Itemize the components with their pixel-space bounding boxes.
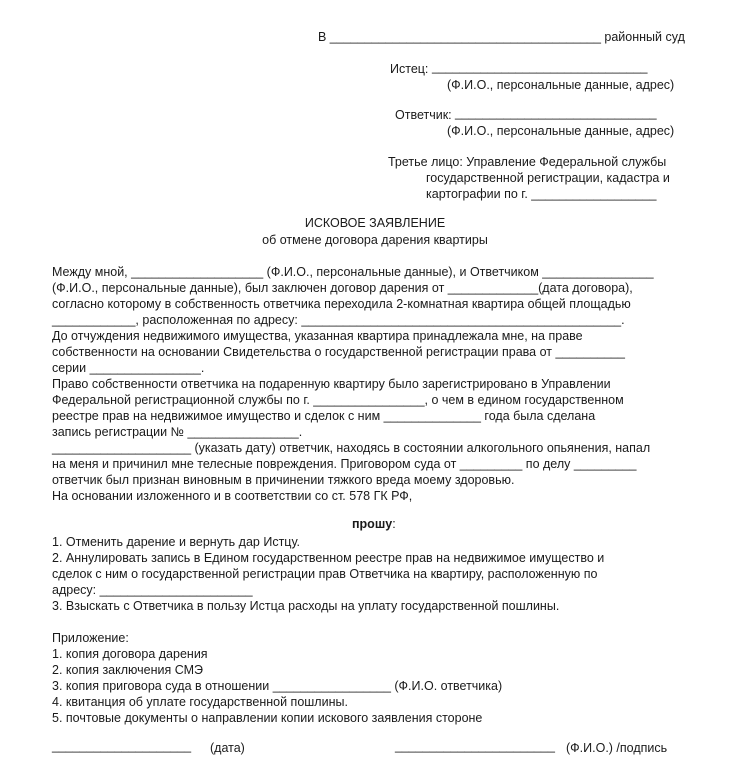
signature-date-blank: ____________________ bbox=[52, 739, 192, 753]
attachment-item: 3. копия приговора суда в отношении _________________ (Ф.И.О. ответчика) bbox=[52, 679, 503, 693]
request-word: прошу bbox=[352, 517, 393, 531]
signature-name-label: (Ф.И.О.) /подпись bbox=[566, 741, 668, 755]
body-line: До отчуждения недвижимого имущества, указанная квартира принадлежала мне, на праве bbox=[52, 329, 583, 343]
third-party-line-1: Третье лицо: Управление Федеральной службы bbox=[388, 155, 667, 169]
body-line: Федеральной регистрационной службы по г. ________________, о чем в едином государственном bbox=[52, 393, 624, 407]
body-line: Право собственности ответчика на подаренную квартиру было зарегистрировано в Управлении bbox=[52, 377, 611, 391]
attachment-item: 5. почтовые документы о направлении копии искового заявления стороне bbox=[52, 711, 483, 725]
document-subtitle: об отмене договора дарения квартиры bbox=[262, 233, 488, 247]
request-item: 2. Аннулировать запись в Едином государственном реестре прав на недвижимое имущество и bbox=[52, 551, 605, 565]
signature-date-label: (дата) bbox=[210, 741, 245, 755]
third-party-line-2: государственной регистрации, кадастра и bbox=[426, 171, 670, 185]
attachments-heading: Приложение: bbox=[52, 631, 129, 645]
request-item: адресу: ______________________ bbox=[52, 583, 253, 597]
request-heading bbox=[352, 517, 396, 531]
defendant-blank: _____________________________ bbox=[455, 106, 657, 120]
body-line: согласно которому в собственность ответчика переходила 2-комнатная квартира общей площадью bbox=[52, 297, 631, 311]
plaintiff-label: Истец: bbox=[390, 62, 429, 76]
court-line: В _______________________________________ районный суд bbox=[318, 30, 685, 44]
body-line: ____________, расположенная по адресу: ______________________________________________. bbox=[52, 313, 625, 327]
attachment-item: 1. копия договора дарения bbox=[52, 647, 208, 661]
body-line: На основании изложенного и в соответствии со ст. 578 ГК РФ, bbox=[52, 489, 413, 503]
body-line: собственности на основании Свидетельства о государственной регистрации права от __________ bbox=[52, 345, 625, 359]
request-item: сделок с ним о государственной регистрации прав Ответчика на квартиру, расположенную по bbox=[52, 567, 598, 581]
defendant-label: Ответчик: bbox=[395, 108, 452, 122]
defendant-hint: (Ф.И.О., персональные данные, адрес) bbox=[447, 124, 675, 138]
third-party-line-3: картографии по г. __________________ bbox=[426, 187, 657, 201]
body-line: реестре прав на недвижимое имущество и сделок с ним ______________ года была сделана bbox=[52, 409, 596, 423]
body-line: серии ________________. bbox=[52, 361, 205, 375]
body-line: на меня и причинил мне телесные повреждения. Приговором суда от _________ по делу _________ bbox=[52, 457, 637, 471]
plaintiff-hint: (Ф.И.О., персональные данные, адрес) bbox=[447, 78, 675, 92]
request-item: 1. Отменить дарение и вернуть дар Истцу. bbox=[52, 535, 300, 549]
attachment-item: 2. копия заключения СМЭ bbox=[52, 663, 204, 677]
signature-name-blank: _______________________ bbox=[395, 739, 555, 753]
body-line: запись регистрации № ________________. bbox=[52, 425, 303, 439]
body-line: (Ф.И.О., персональные данные), был заключен договор дарения от _____________(дата договора), bbox=[52, 281, 633, 295]
request-colon: : bbox=[392, 517, 396, 531]
plaintiff-blank: _______________________________ bbox=[432, 60, 648, 74]
body-line: Между мной, ___________________ (Ф.И.О., персональные данные), и Ответчиком ________________ bbox=[52, 265, 654, 279]
request-item: 3. Взыскать с Ответчика в пользу Истца расходы на уплату государственной пошлины. bbox=[52, 599, 560, 613]
body-line: ____________________ (указать дату) ответчик, находясь в состоянии алкогольного опьянения, напал bbox=[52, 441, 651, 455]
document-title: ИСКОВОЕ ЗАЯВЛЕНИЕ bbox=[304, 216, 446, 230]
body-line: ответчик был признан виновным в причинении тяжкого вреда моему здоровью. bbox=[52, 473, 515, 487]
attachment-item: 4. квитанция об уплате государственной пошлины. bbox=[52, 695, 348, 709]
